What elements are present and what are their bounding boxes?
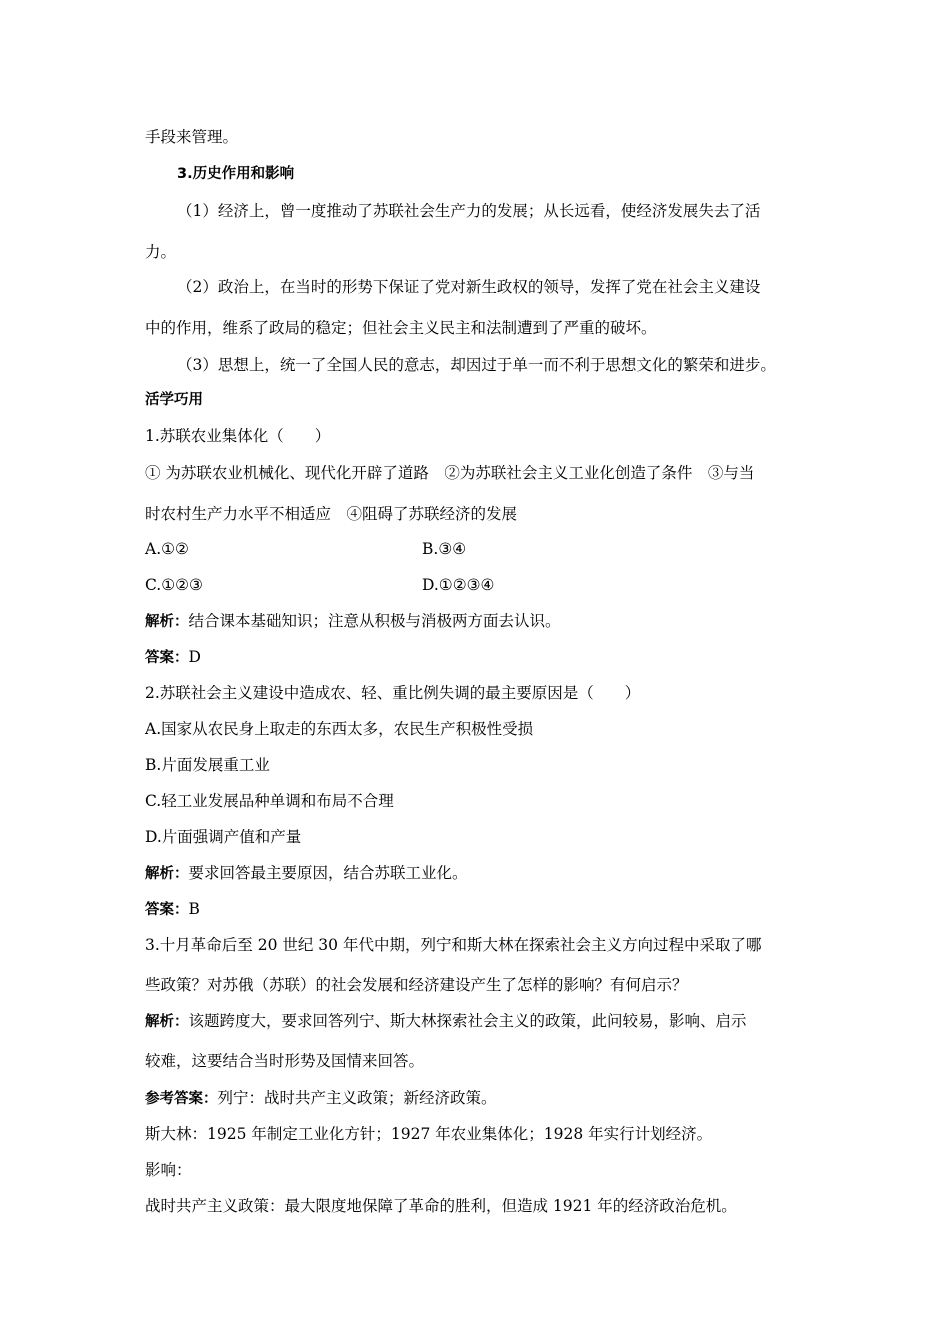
text-line: 影响： [145,1161,192,1179]
text-line: 些政策？对苏俄（苏联）的社会发展和经济建设产生了怎样的影响？有何启示？ [145,976,688,994]
option-b: B.③④ [422,540,467,558]
section-heading: 活学巧用 [145,392,203,408]
analysis-line [145,611,561,632]
text-line: 较难，这要结合当时形势及国情来回答。 [145,1052,425,1070]
text-line: 中的作用，维系了政局的稳定；但社会主义民主和法制遭到了严重的破坏。 [145,319,657,337]
question-2: 2.苏联社会主义建设中造成农、轻、重比例失调的最主要原因是（ ） [145,684,641,702]
option-d: D.片面强调产值和产量 [145,828,302,846]
text-line: ① 为苏联农业机械化、现代化开辟了道路 ②为苏联社会主义工业化创造了条件 ③与当 [145,464,755,482]
analysis-label: 解析： [145,866,189,882]
answer-label: 答案： [145,650,189,666]
option-row [145,539,467,559]
answer-line [145,647,201,668]
answer-text: B [188,900,200,918]
analysis-text: 结合课本基础知识；注意从积极与消极两方面去认识。 [188,612,561,630]
analysis-text: 该题跨度大，要求回答列宁、斯大林探索社会主义的政策，此问较易，影响、启示 [188,1012,747,1030]
question-3: 3.十月革命后至 20 世纪 30 年代中期，列宁和斯大林在探索社会主义方向过程中采取了哪 [145,936,762,954]
analysis-text: 要求回答最主要原因，结合苏联工业化。 [188,864,468,882]
section-heading: 3.历史作用和影响 [177,166,295,182]
answer-text: D [188,648,201,666]
text-line: 力。 [145,243,177,261]
text-line: 手段来管理。 [145,128,239,146]
reference-answer-label: 参考答案： [145,1091,218,1107]
option-d: D.①②③④ [422,576,495,594]
reference-answer-text: 列宁：战时共产主义政策；新经济政策。 [217,1089,497,1107]
answer-line [145,899,200,920]
text-line: （3）思想上，统一了全国人民的意志，却因过于单一而不利于思想文化的繁荣和进步。 [177,356,776,374]
reference-answer-line [145,1088,497,1109]
option-a: A.国家从农民身上取走的东西太多，农民生产积极性受损 [145,720,534,738]
analysis-label: 解析： [145,1014,189,1030]
text-line: 战时共产主义政策：最大限度地保障了革命的胜利，但造成 1921 年的经济政治危机。 [145,1197,737,1215]
option-c: C.①②③ [145,576,203,594]
option-a: A.①② [145,540,189,558]
option-c: C.轻工业发展品种单调和布局不合理 [145,792,394,810]
option-b: B.片面发展重工业 [145,756,270,774]
option-row [145,575,495,595]
text-line: 斯大林：1925 年制定工业化方针；1927 年农业集体化；1928 年实行计划经济。 [145,1125,713,1143]
analysis-line [145,863,468,884]
question-1: 1.苏联农业集体化（ ） [145,427,331,445]
text-line: 时农村生产力水平不相适应 ④阻碍了苏联经济的发展 [145,505,518,523]
text-line: （1）经济上，曾一度推动了苏联社会生产力的发展；从长远看，使经济发展失去了活 [177,202,761,220]
answer-label: 答案： [145,902,189,918]
analysis-line [145,1011,747,1032]
analysis-label: 解析： [145,614,189,630]
text-line: （2）政治上，在当时的形势下保证了党对新生政权的领导，发挥了党在社会主义建设 [177,278,761,296]
